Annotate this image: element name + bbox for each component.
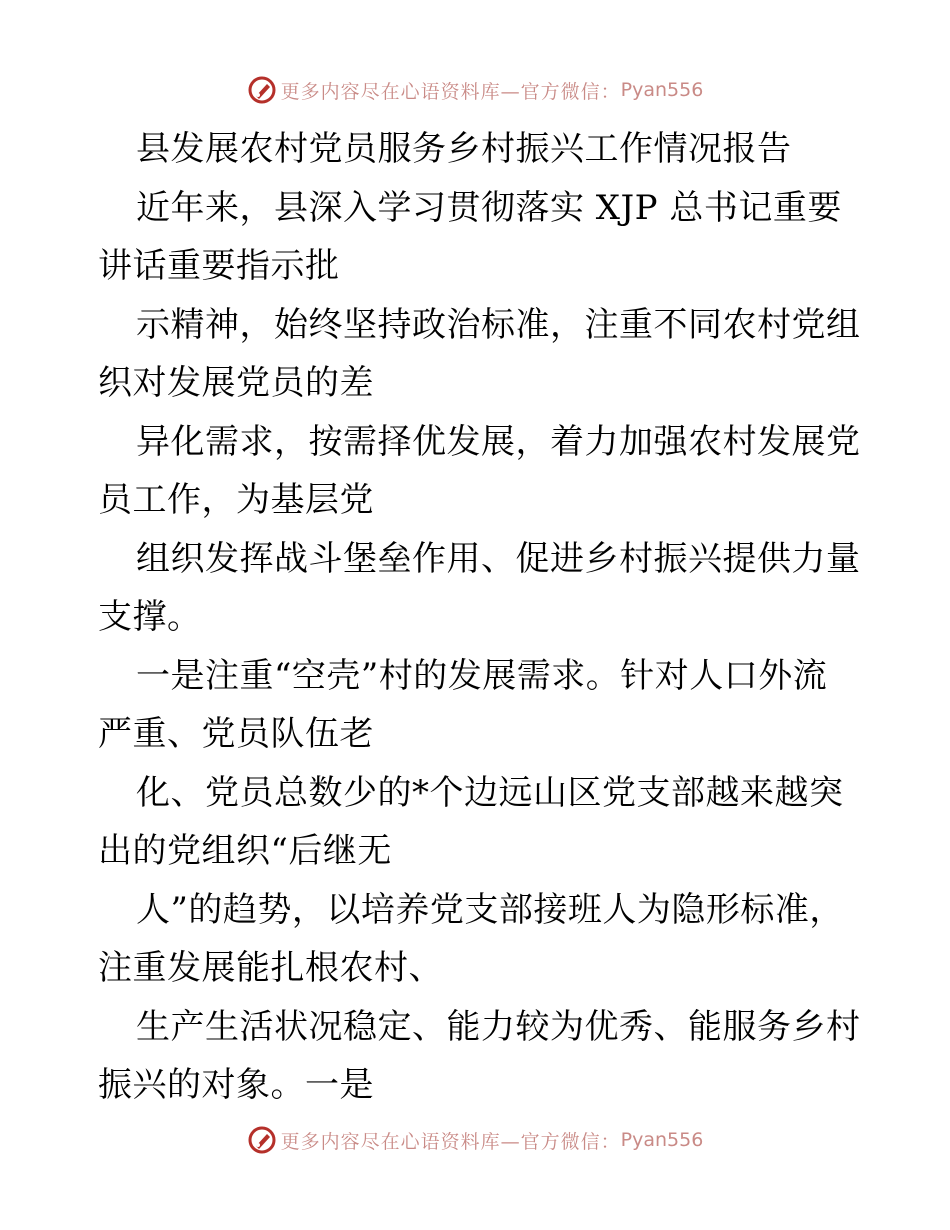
- paragraph-line: 支撑。: [98, 597, 202, 637]
- paragraph-line: 出的党组织“后继无: [98, 831, 392, 871]
- pen-logo-icon: [247, 1125, 277, 1155]
- paragraph-line: 织对发展党员的差: [98, 363, 374, 403]
- banner-text: 更多内容尽在心语资料库—官方微信：: [280, 1130, 621, 1153]
- banner-wechat-handle: Pyan556: [620, 1129, 704, 1151]
- paragraph-line: 讲话重要指示批: [98, 246, 340, 286]
- document-title: 县发展农村党员服务乡村振兴工作情况报告: [136, 129, 792, 169]
- paragraph-line: 员工作，为基层党: [98, 480, 374, 520]
- paragraph-line: 注重发展能扎根农村、: [98, 948, 443, 988]
- pen-logo-icon: [247, 75, 277, 105]
- paragraph-line: 异化需求，按需择优发展，着力加强农村发展党: [136, 421, 861, 462]
- paragraph-line: 示精神，始终坚持政治标准，注重不同农村党组: [136, 304, 861, 345]
- header-watermark-banner: [0, 72, 950, 108]
- document-body: [98, 120, 861, 1115]
- paragraph-line: 生产生活状况稳定、能力较为优秀、能服务乡村: [136, 1006, 861, 1047]
- paragraph-line: 严重、党员队伍老: [98, 714, 374, 754]
- paragraph-line: 一是注重“空壳”村的发展需求。针对人口外流: [136, 655, 828, 696]
- banner-wechat-handle: Pyan556: [620, 79, 704, 101]
- paragraph-line: 化、党员总数少的*个边远山区党支部越来越突: [136, 772, 844, 813]
- banner-text: 更多内容尽在心语资料库—官方微信：: [280, 80, 621, 103]
- footer-watermark-banner: [0, 1122, 950, 1158]
- paragraph-line: 振兴的对象。一是: [98, 1065, 374, 1105]
- paragraph-line: 人”的趋势，以培养党支部接班人为隐形标准，: [136, 889, 844, 930]
- paragraph-line: 近年来，县深入学习贯彻落实 XJP 总书记重要: [136, 187, 842, 228]
- paragraph-line: 组织发挥战斗堡垒作用、促进乡村振兴提供力量: [136, 538, 861, 579]
